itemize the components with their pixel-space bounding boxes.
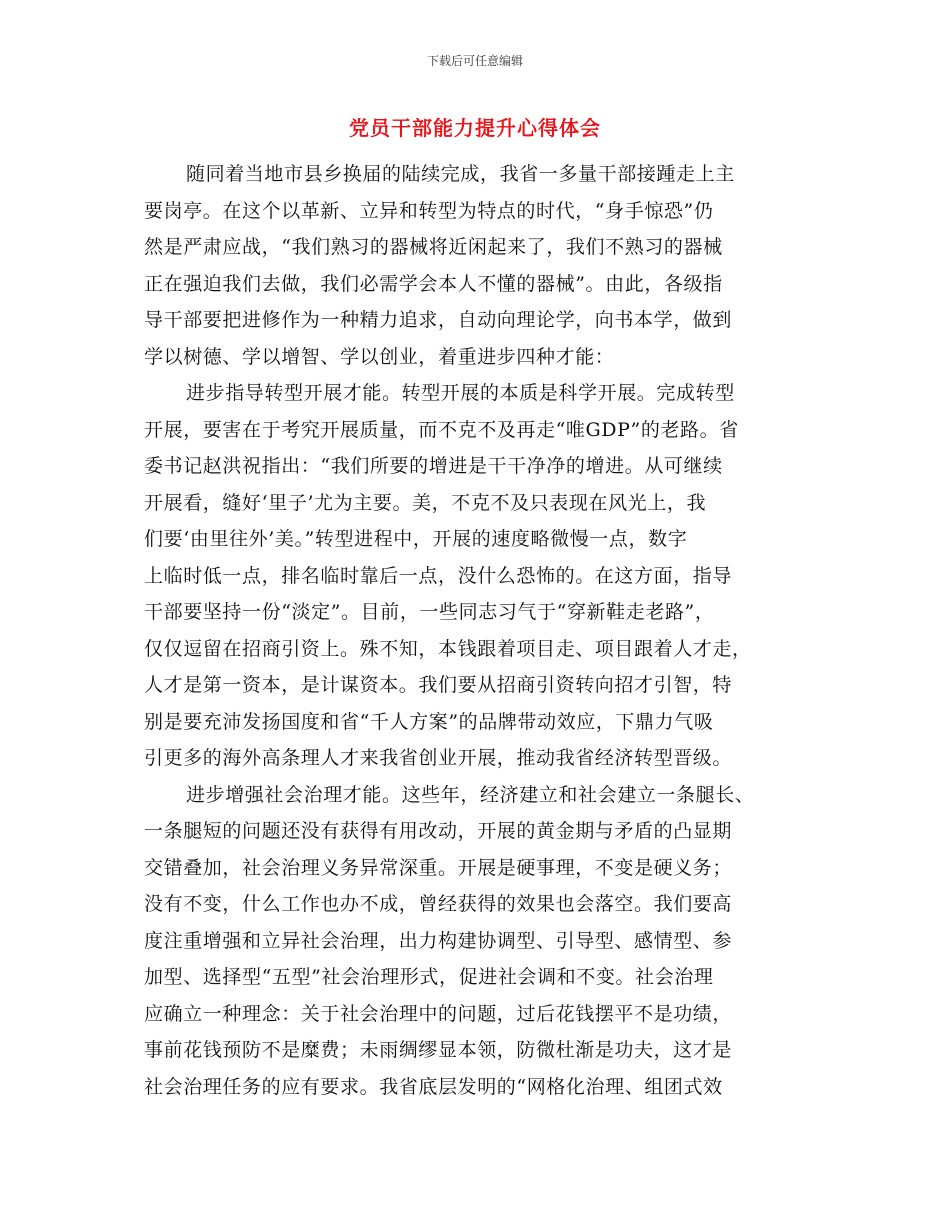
text-line: 干部要坚持一份“淡定”。目前，一些同志习气于“穿新鞋走老路”，: [144, 601, 715, 623]
text-line: 应确立一种理念：关于社会治理中的问题，过后花钱摆平不是功绩，: [144, 1002, 733, 1025]
paragraph-first-line: 随同着当地市县乡换届的陆续完成，我省一多量干部接踵走上主: [186, 163, 735, 185]
text-line: 仅仅逗留在招商引资上。殊不知，本钱跟着项目走、项目跟着人才走，: [144, 637, 752, 660]
text-line: 别是要充沛发扬国度和省“千人方案”的品牌带动效应，下鼎力气吸: [144, 710, 714, 733]
text-line: 人才是第一资本，是计谋资本。我们要从招商引资转向招才引智，特: [144, 674, 733, 696]
document-title: 党员干部能力提升心得体会: [349, 116, 601, 140]
text-line: 一条腿短的问题还没有获得有用改动，开展的黄金期与矛盾的凸显期: [144, 820, 733, 842]
paragraph-first-line: 进步增强社会治理才能。这些年，经济建立和社会建立一条腿长、: [186, 783, 755, 806]
text-line: 上临时低一点，排名临时靠后一点，没什么恐怖的。在这方面，指导: [144, 564, 733, 587]
body-text: [144, 156, 809, 1105]
text-line: 委书记赵洪祝指出：“我们所要的增进是干干净净的增进。从可继续: [144, 455, 723, 477]
text-line: 开展，要害在于考究开展质量，而不克不及再走“唯GDP”的老路。省: [144, 418, 739, 441]
text-line: 度注重增强和立异社会治理，出力构建协调型、引导型、感情型、参: [144, 929, 733, 952]
text-line: 引更多的海外高条理人才来我省创业开展，推动我省经济转型晋级。: [144, 747, 733, 769]
text-line: 正在强迫我们去做，我们必需学会本人不懂的器械”。由此，各级指: [144, 272, 723, 295]
text-line: 导干部要把进修作为一种精力追求，自动向理论学，向书本学，做到: [144, 309, 733, 331]
text-line: 没有不变，什么工作也办不成，曾经获得的效果也会落空。我们要高: [144, 893, 733, 915]
text-line: 要岗亭。在这个以革新、立异和转型为特点的时代，“身手惊恐”仍: [144, 199, 714, 222]
text-line: 们要‘由里往外’美。”转型进程中，开展的速度略微慢一点，数字: [144, 528, 688, 550]
text-line: 加型、选择型“五型”社会治理形式，促进社会调和不变。社会治理: [144, 966, 714, 988]
text-line: 事前花钱预防不是糜费；未雨绸缪显本领，防微杜渐是功夫，这才是: [144, 1039, 733, 1061]
text-line: 交错叠加，社会治理义务异常深重。开展是硬事理，不变是硬义务；: [144, 856, 733, 879]
page-header: 下载后可任意编辑: [426, 54, 523, 68]
text-line: 开展看，缝好‘里子’尤为主要。美，不克不及只表现在风光上，我: [144, 491, 707, 514]
text-line: 然是严肃应战，“我们熟习的器械将近闲起来了，我们不熟习的器械: [144, 236, 723, 258]
text-line: 学以树德、学以增智、学以创业，着重进步四种才能：: [144, 345, 615, 368]
text-line: 社会治理任务的应有要求。我省底层发明的“网格化治理、组团式效: [144, 1075, 723, 1098]
paragraph-first-line: 进步指导转型开展才能。转型开展的本质是科学开展。完成转型: [186, 382, 735, 404]
